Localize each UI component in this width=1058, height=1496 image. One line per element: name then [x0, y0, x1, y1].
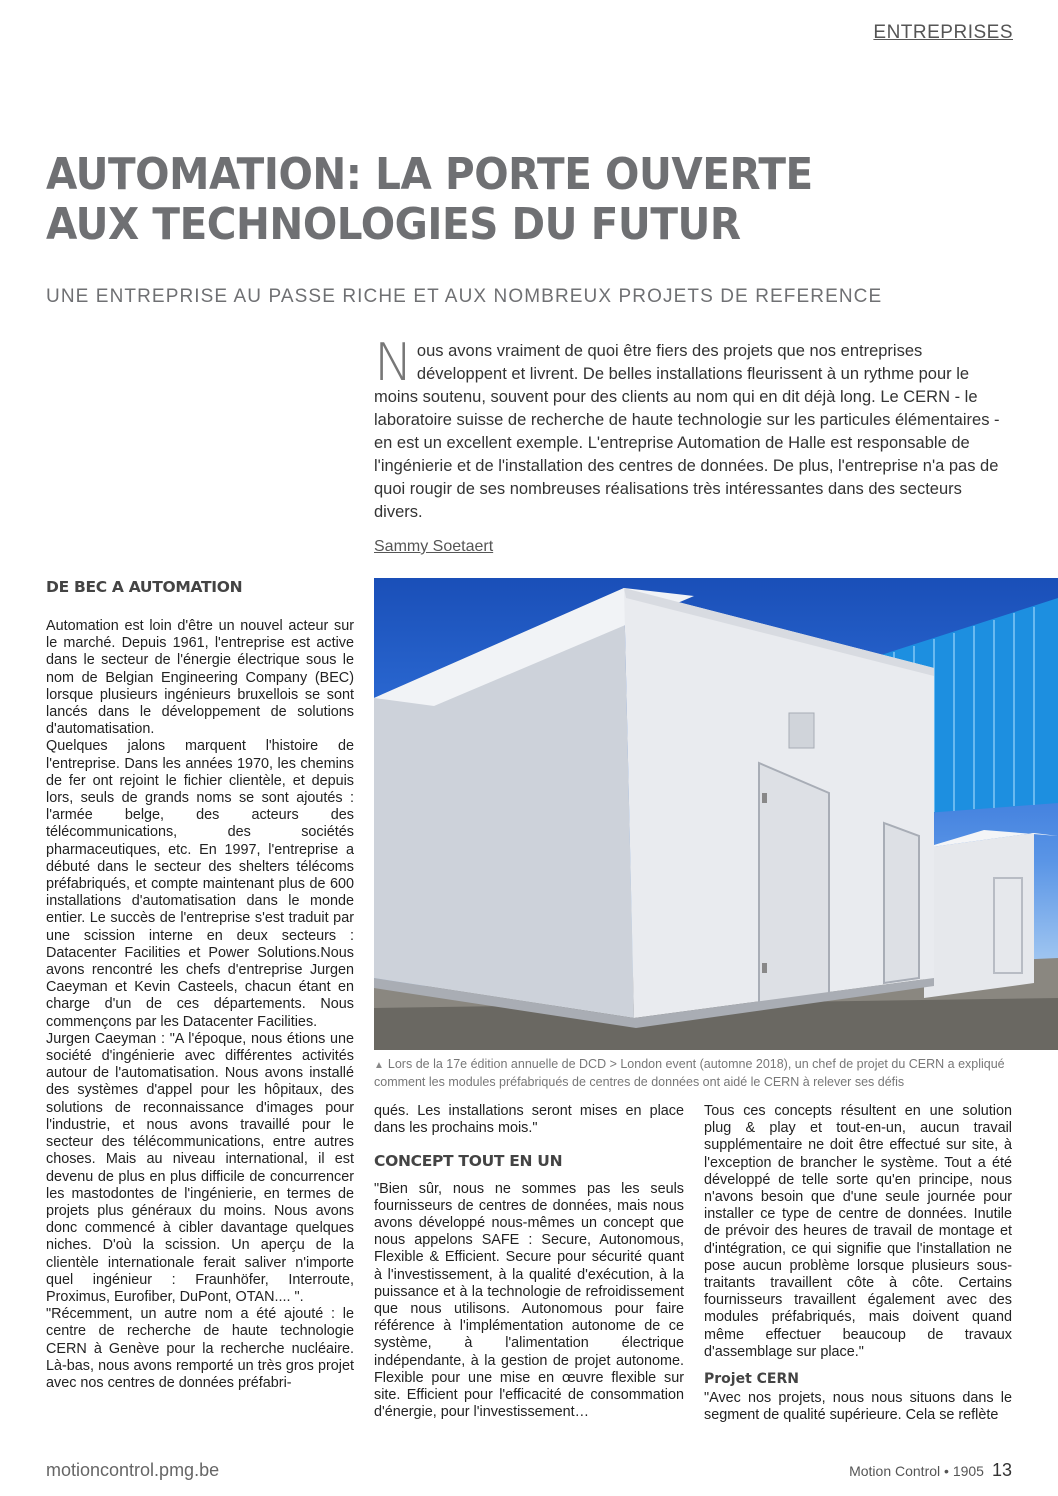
vent — [789, 713, 814, 748]
door-left — [759, 763, 829, 1008]
paragraph: Quelques jalons marquent l'histoire de l'entreprise. Dans les années 1970, les chemins de fer ont rejoint le fichier clientèle, et depuis lors, seuls de grands noms se sont ajoutés : l'armée belge, des acteurs des télécommunications, des sociétés pharmaceutiques, etc. En 1997, l'entreprise a débuté dans le secteur des shelters télécoms préfabriqués, et compte maintenant plus de 600 installations d'automatisation dans le monde entier. Le succès de l'entreprise s'est traduit par une scission interne en deux secteurs : Datacenter Facilities et Power Solutions.Nous avons rencontré les chefs d'entreprise Jurgen Caeyman et Kevin Casteels, chacun étant en charge d'un de ces départements. Nous commençons par les Datacenter Facilities. — [46, 738, 354, 1030]
paragraph: "Avec nos projets, nous nous situons dans le segment de qualité supérieure. Cela se reflète — [704, 1390, 1012, 1424]
paragraph: Tous ces concepts résultent en une solution plug & play et tout-en-un, aucun travail supplémentaire ne doit être effectué sur site, à l'exception de brancher le système. Tout a été développé de telle sorte qu'en principe, nous n'avons besoin que d'une seule journée pour installer ce type de centre de données. Inutile de prévoir des heures de travail de montage et d'intégration, ce qui signifie que l'installation ne pose aucun problème lorsque plusieurs sous-traitants travaillent côte à côte. Certains fournisseurs travaillent également avec des modules préfabriqués, mais doivent quand même effectuer beaucoup de travaux d'assemblage sur place." — [704, 1103, 1012, 1360]
page-number: 13 — [991, 1460, 1012, 1480]
lead-text: ous avons vraiment de quoi être fiers des projets que nos entreprises développent et livrent. De belles installations fleurissent à un rythme pour le moins soutenu, souvent pour des clients au nom qui en dit déjà long. Le CERN - le laboratoire suisse de recherche de haute technologie sur les particules élémentaires - en est un excellent exemple. L'entreprise Automation de Halle est responsable de l'ingénierie et de l'installation des centres de données. De plus, l'entreprise n'a pas de quoi rougir de ses nombreuses réalisations très intéressantes dans des secteurs divers. — [374, 342, 1000, 521]
title-line-1: AUTOMATION: LA PORTE OUVERTE — [46, 149, 813, 200]
column-1 — [46, 618, 354, 1392]
article-subtitle: UNE ENTREPRISE AU PASSE RICHE ET AUX NOMBREUX PROJETS DE REFERENCE — [46, 286, 883, 307]
footer-issue — [849, 1460, 1012, 1481]
subheading-projet-cern: Projet CERN — [704, 1371, 799, 1388]
footer-website: motioncontrol.pmg.be — [46, 1460, 220, 1480]
datacenter-modules-illustration — [374, 578, 1058, 1050]
article-photo — [374, 578, 1058, 1050]
section-heading-concept: CONCEPT TOUT EN UN — [374, 1152, 563, 1171]
drop-cap: N — [374, 333, 413, 393]
caption-text: Lors de la 17e édition annuelle de DCD > London event (automne 2018), un chef de projet du CERN a expliqué comment les modules préfabriqués de centres de données ont aidé le CERN à relever ses défis — [374, 1057, 1005, 1089]
paragraph: qués. Les installations seront mises en place dans les prochains mois." — [374, 1103, 684, 1137]
caption-arrow-icon: ▲ — [374, 1060, 384, 1071]
column-2 — [374, 1103, 684, 1421]
paragraph: Automation est loin d'être un nouvel acteur sur le marché. Depuis 1961, l'entreprise est active dans le secteur de l'énergie électrique sous le nom de Belgian Engineering Company (BEC) lorsque plusieurs ingénieurs bruxellois se sont lancés dans le développement de solutions d'automatisation. — [46, 618, 354, 738]
section-heading-bec: DE BEC A AUTOMATION — [46, 578, 243, 596]
door-right — [884, 823, 919, 983]
paragraph: "Bien sûr, nous ne sommes pas les seuls fournisseurs de centres de données, mais nous avons développé nous-mêmes un concept que nous appelons SAFE : Secure, Autonomous, Flexible & Efficient. Secure pour sécurité quant à l'investissement, à la qualité d'exécution, à la puissance et à la technologie de refroidissement que nous utilisons. Autonomous pour faire référence à l'implémentation autonome de ce système, à l'alimentation électrique indépendante, à la gestion de projet autonome. Flexible pour une mise en œuvre flexible sur site. Efficient pour l'efficacité de consommation d'énergie, pour l'investissement… — [374, 1180, 684, 1421]
article-title — [46, 150, 929, 250]
lead-paragraph — [374, 333, 1008, 524]
section-label: ENTREPRISES — [873, 22, 1013, 43]
photo-caption — [374, 1056, 1014, 1091]
title-line-2: AUX TECHNOLOGIES DU FUTUR — [46, 199, 741, 250]
author-byline: Sammy Soetaert — [374, 538, 494, 555]
paragraph: "Récemment, un autre nom a été ajouté : le centre de recherche de haute technologie CERN à Genève pour la recherche nucléaire. Là-bas, nous avons remporté un très gros projet avec nos centres de données préfabri- — [46, 1306, 354, 1391]
column-3 — [704, 1103, 1012, 1425]
paragraph: Jurgen Caeyman : "A l'époque, nous étions une société d'ingénierie avec différentes activités autour de l'automatisation. Nous avons installé des systèmes d'appel pour les hôpitaux, des solutions de reconnaissance d'images pour l'industrie, et nous avons travaillé pour le secteur des télécommunications, entre autres choses. Mais au niveau international, il est devenu de plus en plus difficile de concurrencer les mastodontes de l'ingénierie, en termes de projets plus généraux du moins. Nous avons donc commencé à cibler davantage quelques niches. D'où la scission. Un aperçu de la clientèle internationale ferait saliver n'importe quel ingénieur : Fraunhöfer, Interroute, Proximus, Eurofiber, DuPont, OTAN.... ". — [46, 1030, 354, 1305]
magazine-issue: Motion Control • 1905 — [849, 1463, 984, 1479]
